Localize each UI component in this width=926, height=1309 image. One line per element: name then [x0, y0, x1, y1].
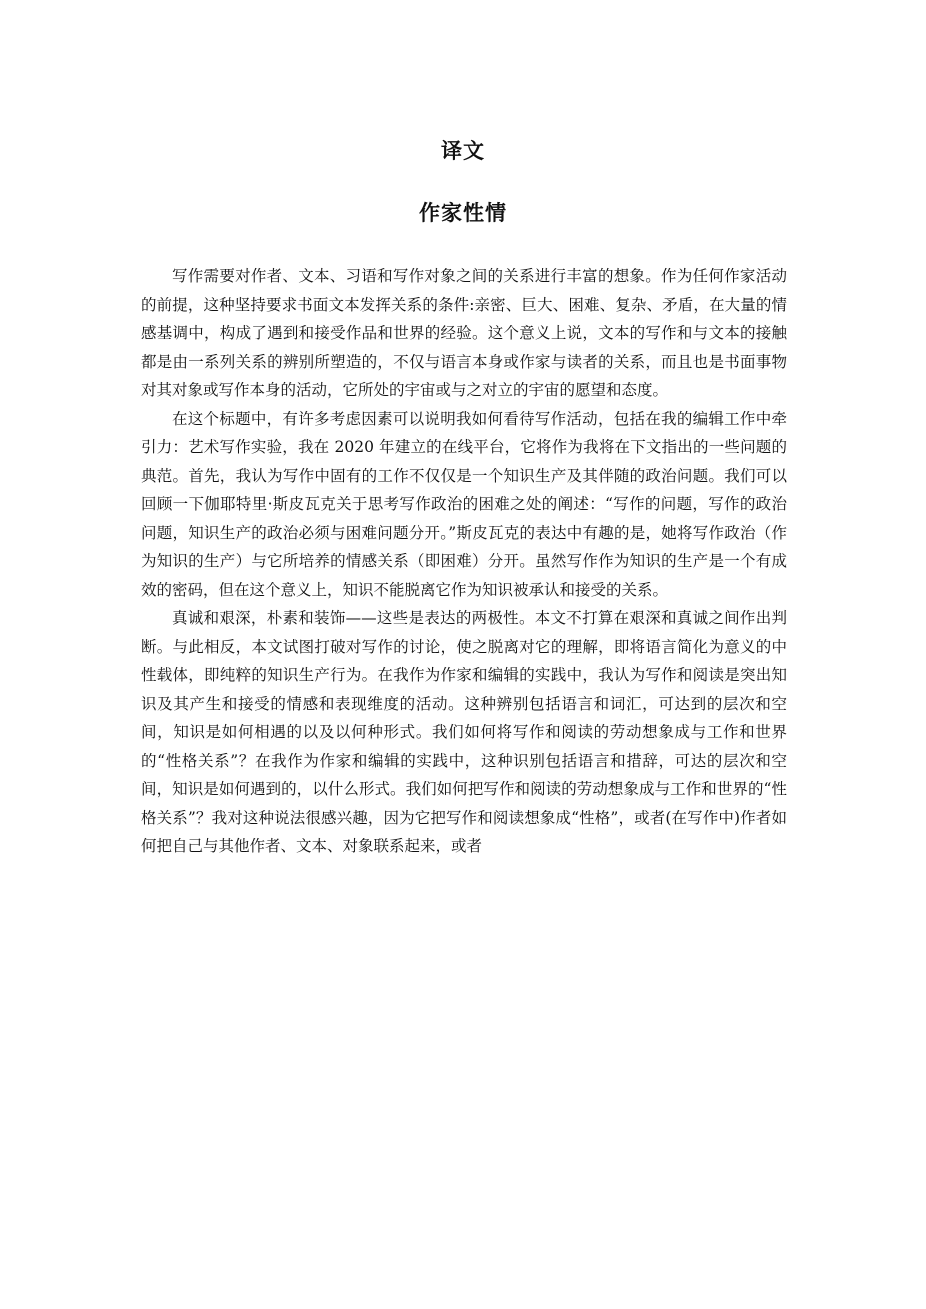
- document-title: 译文: [441, 139, 485, 163]
- paragraph-3: 真诚和艰深，朴素和装饰——这些是表达的两极性。本文不打算在艰深和真诚之间作出判断。与此相反，本文试图打破对写作的讨论，使之脱离对它的理解，即将语言简化为意义的中性载体，即纯粹的知识生产行为。在我作为作家和编辑的实践中，我认为写作和阅读是突出知识及其产生和接受的情感和表现维度的活动。这种辨别包括语言和词汇，可达到的层次和空间，知识是如何相遇的以及以何种形式。我们如何将写作和阅读的劳动想象成与工作和世界的“性格关系”？在我作为作家和编辑的实践中，这种识别包括语言和措辞，可达的层次和空间，知识是如何遇到的，以什么形式。我们如何把写作和阅读的劳动想象成与工作和世界的“性格关系”？我对这种说法很感兴趣，因为它把写作和阅读想象成“性格”，或者(在写作中)作者如何把自己与其他作者、文本、对象联系起来，或者: [141, 609, 787, 855]
- document-body: [141, 262, 787, 861]
- paragraph-1: 写作需要对作者、文本、习语和写作对象之间的关系进行丰富的想象。作为任何作家活动的前提，这种坚持要求书面文本发挥关系的条件:亲密、巨大、困难、复杂、矛盾，在大量的情感基调中，构成了遇到和接受作品和世界的经验。这个意义上说，文本的写作和与文本的接触都是由一系列关系的辨别所塑造的，不仅与语言本身或作家与读者的关系，而且也是书面事物对其对象或写作本身的活动，它所处的宇宙或与之对立的宇宙的愿望和态度。: [141, 267, 787, 399]
- document-subtitle: 作家性情: [419, 201, 507, 225]
- paragraph-2: 在这个标题中，有许多考虑因素可以说明我如何看待写作活动，包括在我的编辑工作中牵引力：艺术写作实验，我在 2020 年建立的在线平台，它将作为我将在下文指出的一些问题的典范。首先，我认为写作中固有的工作不仅仅是一个知识生产及其伴随的政治问题。我们可以回顾一下伽耶特里·斯皮瓦克关于思考写作政治的困难之处的阐述：“写作的问题，写作的政治问题，知识生产的政治必须与困难问题分开。”斯皮瓦克的表达中有趣的是，她将写作政治（作为知识的生产）与它所培养的情感关系（即困难）分开。虽然写作作为知识的生产是一个有成效的密码，但在这个意义上，知识不能脱离它作为知识被承认和接受的关系。: [141, 409, 787, 599]
